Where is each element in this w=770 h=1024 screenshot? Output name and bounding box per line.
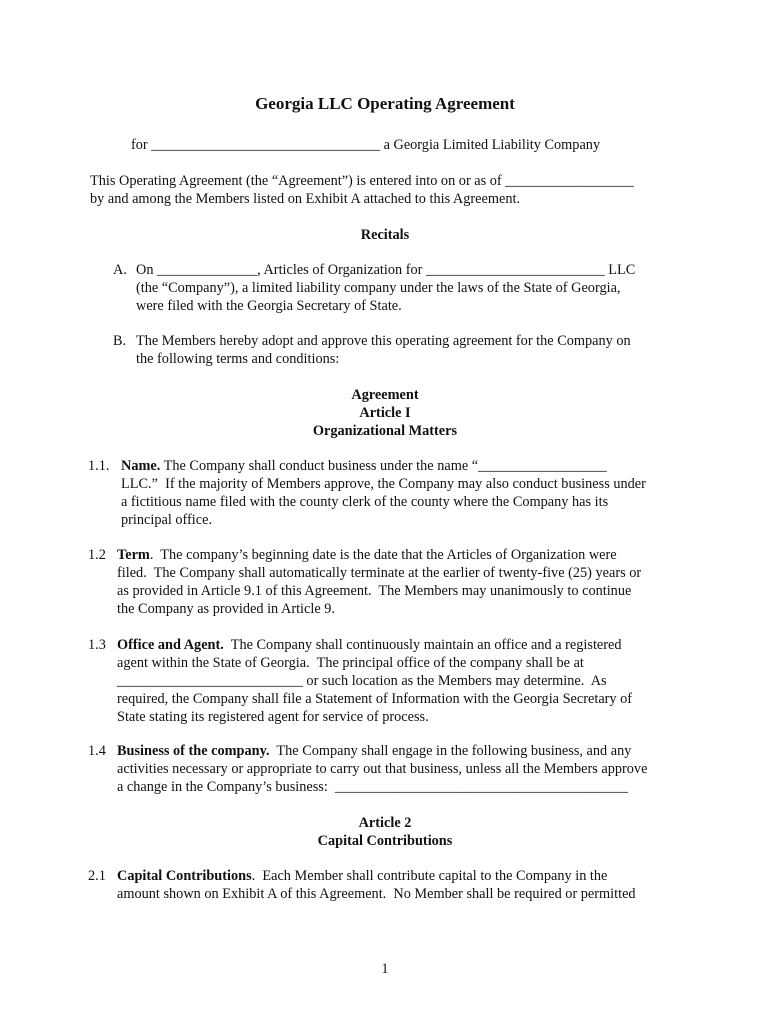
section-line: principal office.	[121, 512, 213, 528]
section-title: Office and Agent.	[117, 637, 224, 653]
recital-line: The Members hereby adopt and approve this operating agreement for the Company on	[136, 333, 631, 349]
recital-body	[136, 332, 696, 368]
recital-line: (the “Company”), a limited liability company under the laws of the State of Georgia,	[136, 280, 621, 296]
section-line: __________________________ or such location as the Members may determine. As	[117, 673, 607, 689]
section-body	[117, 867, 697, 903]
section-first-line	[117, 636, 697, 654]
section-body	[121, 457, 701, 529]
section-line: State stating its registered agent for service of process.	[117, 709, 429, 725]
section-line: as provided in Article 9.1 of this Agreement. The Members may unanimously to continue	[117, 583, 632, 599]
section-1-3	[88, 636, 688, 726]
section-number: 1.3	[88, 637, 106, 653]
intro-paragraph	[90, 172, 690, 208]
section-line: the Company as provided in Article 9.	[117, 601, 335, 617]
section-number: 2.1	[88, 868, 106, 884]
section-1-2	[88, 546, 688, 618]
section-first-line	[121, 457, 701, 475]
section-first-line	[117, 546, 697, 564]
section-text: . The company’s beginning date is the date that the Articles of Organization were	[149, 547, 617, 563]
section-title: Business of the company.	[117, 743, 270, 759]
section-line: required, the Company shall file a Statement of Information with the Georgia Secretary of	[117, 691, 633, 707]
article-2-heading: Article 2	[358, 815, 412, 831]
recital-letter: A.	[113, 262, 127, 278]
section-1-4	[88, 742, 688, 796]
section-first-line	[117, 742, 697, 760]
section-text: The Company shall engage in the following business, and any	[269, 743, 632, 759]
recital-a	[113, 261, 693, 315]
section-1-1	[88, 457, 688, 529]
section-title: Capital Contributions	[117, 868, 252, 884]
recital-line: On ______________, Articles of Organization for _________________________ LLC	[136, 262, 636, 278]
recitals-heading: Recitals	[360, 227, 410, 243]
recital-line: were filed with the Georgia Secretary of State.	[136, 298, 402, 314]
article-1-heading: Article I	[359, 405, 411, 421]
section-title: Term	[117, 547, 150, 563]
article-1-subheading: Organizational Matters	[312, 423, 458, 439]
section-line: agent within the State of Georgia. The principal office of the company shall be at	[117, 655, 584, 671]
recital-letter: B.	[113, 333, 127, 349]
section-line: activities necessary or appropriate to carry out that business, unless all the Members approve	[117, 761, 648, 777]
recital-line: the following terms and conditions:	[136, 351, 340, 367]
company-name-line: for ________________________________ a Georgia Limited Liability Company	[131, 137, 601, 153]
section-line: a change in the Company’s business: _________________________________________	[117, 779, 629, 795]
section-line: LLC.” If the majority of Members approve, the Company may also conduct business under	[121, 476, 646, 492]
intro-line: This Operating Agreement (the “Agreement”) is entered into on or as of __________________	[90, 173, 634, 189]
section-title: Name.	[121, 458, 161, 474]
section-line: a fictitious name filed with the county clerk of the county where the Company has its	[121, 494, 609, 510]
section-body	[117, 636, 697, 726]
section-first-line	[117, 867, 697, 885]
intro-line: by and among the Members listed on Exhibit A attached to this Agreement.	[90, 191, 521, 207]
recital-body	[136, 261, 696, 315]
section-text: The Company shall conduct business under the name “__________________	[160, 458, 607, 474]
article-2-subheading: Capital Contributions	[317, 833, 453, 849]
section-number: 1.4	[88, 743, 106, 759]
section-text: The Company shall continuously maintain an office and a registered	[223, 637, 622, 653]
section-text: . Each Member shall contribute capital to the Company in the	[251, 868, 608, 884]
page-number: 1	[381, 961, 389, 977]
section-body	[117, 742, 697, 796]
section-number: 1.1.	[88, 458, 110, 474]
section-body	[117, 546, 697, 618]
section-2-1	[88, 867, 688, 903]
document-title: Georgia LLC Operating Agreement	[255, 94, 515, 113]
recital-b	[113, 332, 693, 368]
section-line: amount shown on Exhibit A of this Agreement. No Member shall be required or permitted	[117, 886, 636, 902]
section-number: 1.2	[88, 547, 106, 563]
agreement-heading: Agreement	[351, 387, 419, 403]
section-line: filed. The Company shall automatically terminate at the earlier of twenty-five (25) years or	[117, 565, 642, 581]
